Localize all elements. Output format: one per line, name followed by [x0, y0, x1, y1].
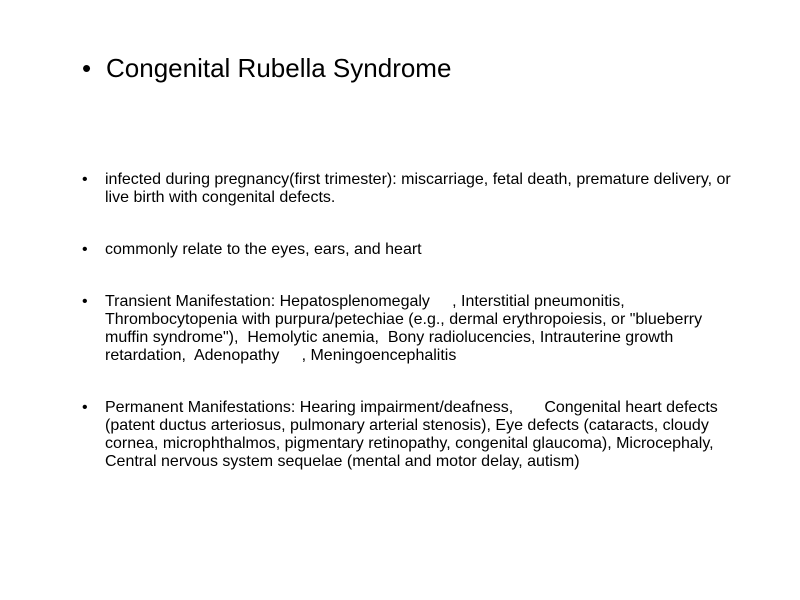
bullet-text: infected during pregnancy(first trimester): miscarriage, fetal death, premature delivery, or live birth with congenital defects. [105, 171, 736, 206]
bullet-item-infection [82, 171, 736, 207]
bullet-text: Permanent Manifestations: Hearing impairment/deafness, Congenital heart defects (patent ductus arteriosus, pulmonary arterial stenosis), Eye defects (cataracts, cloudy cornea, microphthalmos, pigmentary retinopathy, congenital glaucoma), Microcephaly, Central nervous system sequelae (mental and motor delay, autism) [105, 399, 745, 470]
bullet-text: Transient Manifestation: Hepatosplenomegaly , Interstitial pneumonitis, Thrombocytopenia with purpura/petechiae (e.g., dermal erythropoiesis, or "blueberry muffin syndrome"), Hemolytic anemia, Bony radiolucencies, Intrauterine growth retardation, Adenopathy , Meningoencephalitis [105, 293, 707, 364]
bullet-item-permanent-manifestations [82, 399, 745, 471]
title-row [82, 52, 762, 84]
slide-title: Congenital Rubella Syndrome [106, 53, 452, 83]
bullet-item-transient-manifestation [82, 293, 732, 365]
bullet-dot: • [82, 293, 88, 310]
bullet-dot: • [82, 241, 88, 258]
title-bullet: • [82, 53, 92, 83]
bullet-dot: • [82, 399, 88, 416]
bullet-text: commonly relate to the eyes, ears, and heart [105, 241, 422, 258]
bullet-list [82, 171, 745, 471]
bullet-dot: • [82, 171, 88, 188]
bullet-item-affected-organs [82, 241, 732, 259]
